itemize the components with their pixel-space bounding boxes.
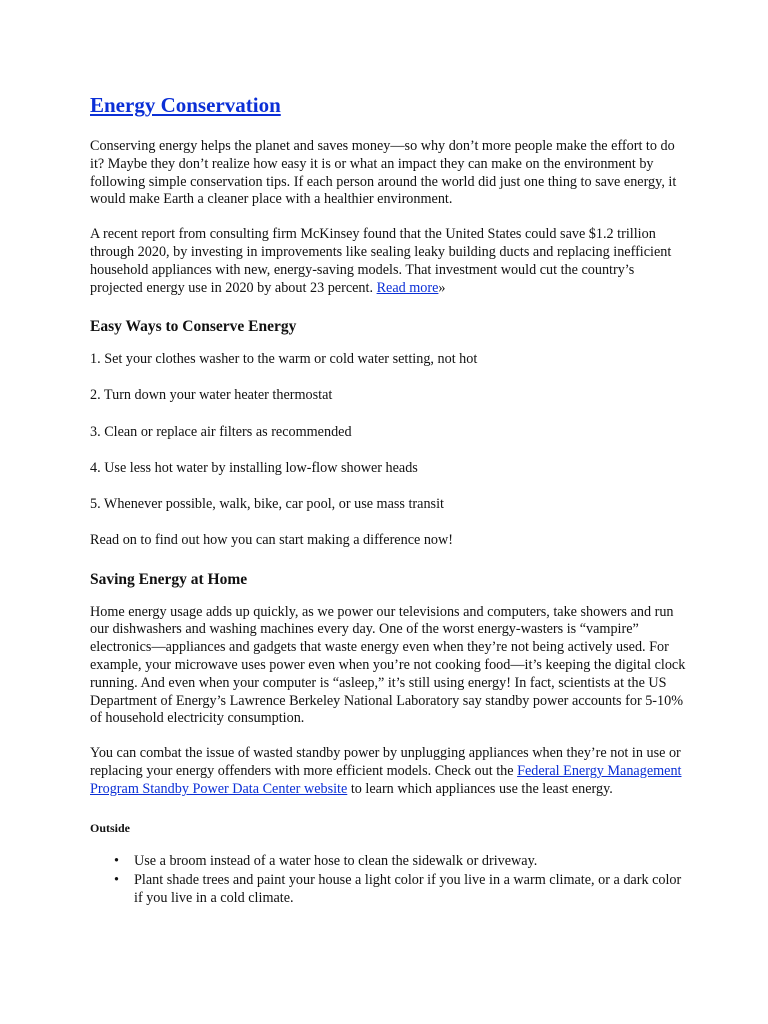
step-item: 1. Set your clothes washer to the warm or cold water setting, not hot [90,351,478,368]
standby-paragraph [90,745,690,798]
outside-list [90,853,690,908]
report-paragraph [90,226,690,297]
step-item: 2. Turn down your water heater thermostat [90,387,333,404]
step-item: 3. Clean or replace air filters as recommended [90,423,352,440]
bullet-icon: • [114,852,119,869]
step-item: 5. Whenever possible, walk, bike, car pool, or use mass transit [90,495,444,512]
read-on-text: Read on to find out how you can start making a difference now! [90,531,453,548]
article [90,90,690,910]
page-title [90,90,690,120]
read-more-link[interactable]: Read more [376,279,439,296]
bullet-icon: • [114,872,119,889]
list-item [114,872,690,908]
steps-list [90,351,690,549]
home-heading: Saving Energy at Home [90,570,248,588]
standby-text-after: to learn which appliances use the least energy. [347,780,613,797]
standby-text-before: You can combat the issue of wasted standby power by unplugging appliances when they’re not in use or replacing your energy offenders with more efficient models. Check out the [90,745,681,780]
step-item: 4. Use less hot water by installing low-flow shower heads [90,459,418,476]
outside-heading: Outside [90,820,131,835]
list-item-text: Use a broom instead of a water hose to clean the sidewalk or driveway. [134,852,538,869]
title-link[interactable]: Energy Conservation [90,93,281,117]
list-item [114,852,690,871]
intro-paragraph: Conserving energy helps the planet and saves money—so why don’t more people make the effort to do it? Maybe they don’t realize how easy it is or what an impact they can make on the environment by following simple conservation tips. If each person around the world did just one thing to save energy, it would make Earth a cleaner place with a healthier environment. [90,138,677,208]
read-more-arrow: » [438,279,446,296]
list-item-text: Plant shade trees and paint your house a light color if you live in a warm climate, or a dark color if you live in a cold climate. [134,872,682,907]
easy-ways-heading: Easy Ways to Conserve Energy [90,318,297,336]
femp-standby-link[interactable]: Federal Energy Management Program Standby Power Data Center website [90,763,682,797]
home-paragraph: Home energy usage adds up quickly, as we power our televisions and computers, take showers and run our dishwashers and washing machines every day. One of the worst energy-wasters is “vampire” electronics—appliances and gadgets that waste energy even when they’re not being actively used. For example, your microwave uses power even when you’re not cooking food—it’s keeping the digital clock running. And even when your computer is “asleep,” it’s still using energy! In fact, scientists at the US Department of Energy’s Lawrence Berkeley National Laboratory say standby power accounts for 5-10% of household electricity consumption. [90,603,686,727]
report-text: A recent report from consulting firm McKinsey found that the United States could save $1.2 trillion through 2020, by investing in improvements like sealing leaky building ducts and replacing inefficient household appliances with new, energy-saving models. That investment would cut the country’s projected energy use in 2020 by about 23 percent. [90,226,672,296]
